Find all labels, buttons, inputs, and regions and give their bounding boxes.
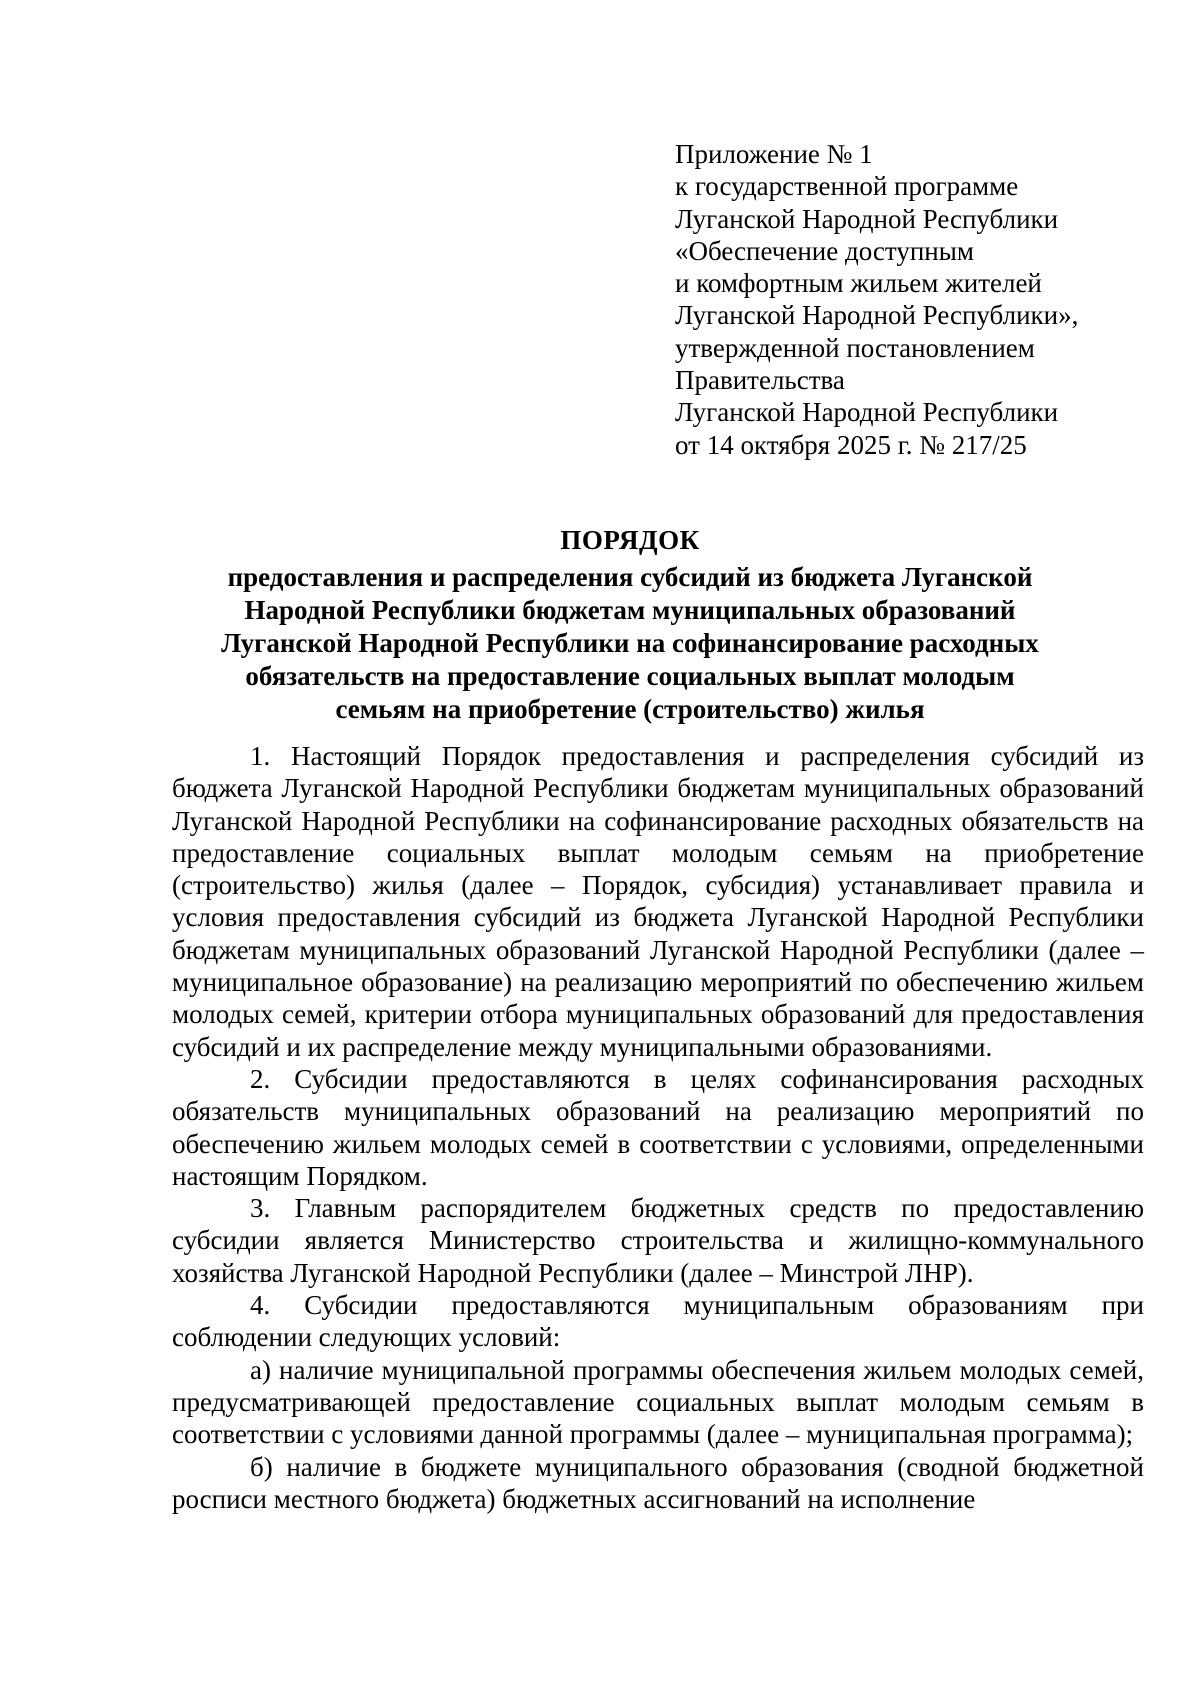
paragraph-2: 2. Субсидии предоставляются в целях софинансирования расходных обязательств муниципальных образований на реализацию мероприятий по обеспечению жильем молодых семей в соответствии с условиями, определенными настоящим Порядком. [172, 1063, 1144, 1191]
paragraph-4a: а) наличие муниципальной программы обеспечения жильем молодых семей, предусматривающей предоставление социальных выплат молодым семьям в соответствии с условиями данной программы (далее – муниципальная программа); [172, 1354, 1144, 1450]
appendix-line: утвержденной постановлением [675, 332, 1035, 363]
appendix-line: Приложение № 1 [675, 139, 873, 169]
appendix-line: и комфортным жильем жителей [675, 268, 1042, 299]
paragraph-1: 1. Настоящий Порядок предоставления и распределения субсидий из бюджета Луганской Народной Республики бюджетам муниципальных образований Луганской Народной Республики на софинансирование расходных обязательств на предоставление социальных выплат молодым семьям на приобретение (строительство) жилья (далее – Порядок, субсидия) устанавливает правила и условия предоставления субсидий из бюджета Луганской Народной Республики бюджетам муниципальных образований Луганской Народной Республики (далее – муниципальное образование) на реализацию мероприятий по обеспечению жильем молодых семей, критерии отбора муниципальных образований для предоставления субсидий и их распределение между муниципальными образованиями. [172, 741, 1144, 1062]
appendix-line: Луганской Народной Республики», [675, 300, 1079, 331]
appendix-line: к государственной программе [675, 171, 1019, 202]
appendix-line: от 14 октября 2025 г. № 217/25 [675, 429, 1027, 460]
paragraph-4: 4. Субсидии предоставляются муниципальным образованиям при соблюдении следующих условий: [172, 1290, 1144, 1353]
title-main: ПОРЯДОК [560, 525, 700, 555]
title-subtitle: предоставления и распределения субсидий из бюджета Луганской Народной Республики бюджетам муниципальных образований Луганской Народной Республики на софинансирование расходных обязательств на предоставление социальных выплат молодым семьям на приобретение (строительство) жилья [221, 562, 1039, 724]
paragraph-3: 3. Главным распорядителем бюджетных средств по предоставлению субсидии является Министерство строительства и жилищно-коммунального хозяйства Луганской Народной Республики (далее – Минстрой ЛНР). [172, 1193, 1144, 1288]
document-title [200, 522, 1060, 726]
appendix-line: Луганской Народной Республики [675, 203, 1059, 234]
appendix-line: Правительства [675, 365, 845, 396]
appendix-line: Луганской Народной Республики [675, 397, 1059, 428]
paragraph-4b: б) наличие в бюджете муниципального образования (сводной бюджетной росписи местного бюджета) бюджетных ассигнований на исполнение [172, 1451, 1144, 1514]
appendix-line: «Обеспечение доступным [675, 235, 974, 266]
document-body [172, 740, 1144, 1515]
appendix-header [675, 138, 1155, 461]
